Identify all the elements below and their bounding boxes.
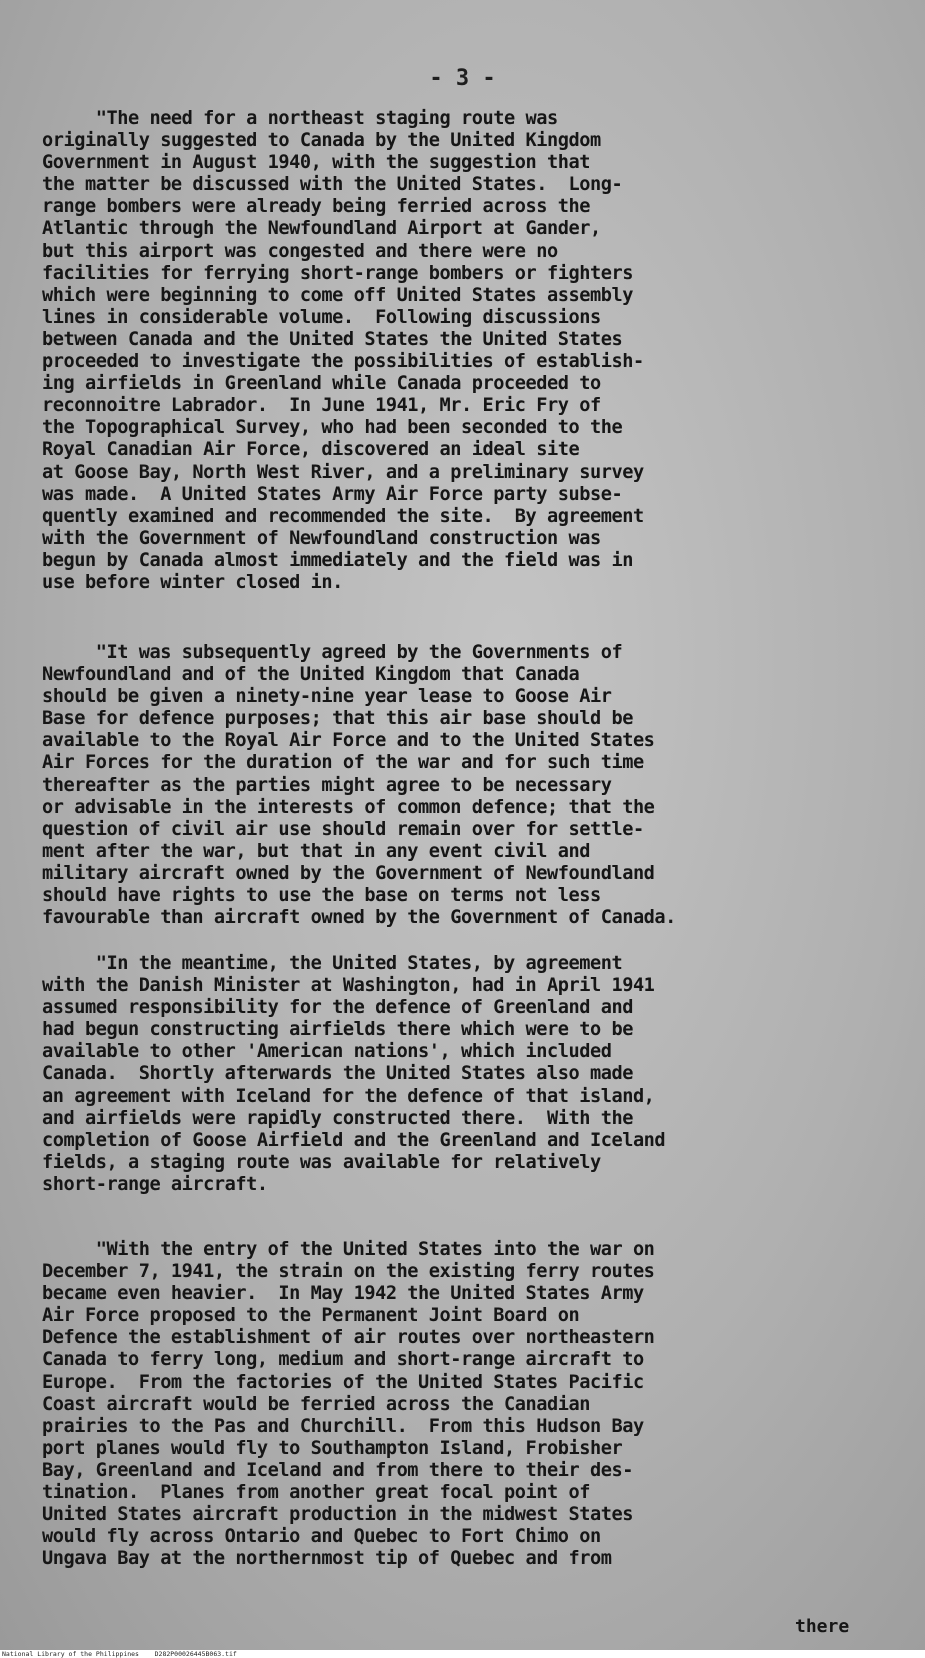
paragraph-goose-air-base-lease: "It was subsequently agreed by the Governments of Newfoundland and of the United Kingdom that Canada should be given a ninety-nine year lease to Goose Air Base for defence purposes; that this air base should be available to the Royal Air Force and to the United States Air Forces for the duration of the war and for such time thereafter as the parties might agree to be necessary or advisable in the interests of common defence; that the question of civil air use should remain over for settle- ment after the war, but that in any event civil and military aircraft owned by the Government of Newfoundland should have rights to use the base on terms not less favourable than aircraft owned by the Government of Canada.: [42, 642, 676, 929]
paragraph-ferry-routes: "With the entry of the United States into the war on December 7, 1941, the strain on the existing ferry routes became even heavier. In May 1942 the United States Army Air Force proposed to the Permanent Joint Board on Defence the establishment of air routes over northeastern Canada to ferry long, medium and short-range aircraft to Europe. From the factories of the United States Pacific Coast aircraft would be ferried across the Canadian prairies to the Pas and Churchill. From this Hudson Bay port planes would fly to Southampton Island, Frobisher Bay, Greenland and Iceland and from there to their des- tination. Planes from another great focal point of United States aircraft production in the midwest States would fly across Ontario and Quebec to Fort Chimo on Ungava Bay at the northernmost tip of Quebec and from: [42, 1239, 655, 1570]
scan-footer: [0, 1650, 925, 1658]
catchword: there: [795, 1616, 850, 1637]
paragraph-greenland-iceland-defence: "In the meantime, the United States, by agreement with the Danish Minister at Washington, had in April 1941 assumed responsibility for the defence of Greenland and had begun constructing airfields there which were to be available to other 'American nations', which included Canada. Shortly afterwards the United States also made an agreement with Iceland for the defence of that island, and airfields were rapidly constructed there. With the completion of Goose Airfield and the Greenland and Iceland fields, a staging route was available for relatively short-range aircraft.: [42, 953, 666, 1195]
page-number: - 3 -: [429, 66, 496, 91]
scan-footer-text: National Library of the Philippines D282P00026445B063.tif: [2, 1650, 237, 1658]
paragraph-northeast-staging-route: "The need for a northeast staging route was originally suggested to Canada by the United Kingdom Government in August 1940, with the suggestion that the matter be discussed with the United States. Long- range bombers were already being ferried across the Atlantic through the Newfoundland Airport at Gander, but this airport was congested and there were no facilities for ferrying short-range bombers or fighters which were beginning to come off United States assembly lines in considerable volume. Following discussions between Canada and the United States the United States proceeded to investigate the possibilities of establish- ing airfields in Greenland while Canada proceeded to reconnoitre Labrador. In June 1941, Mr. Eric Fry of the Topographical Survey, who had been seconded to the Royal Canadian Air Force, discovered an ideal site at Goose Bay, North West River, and a preliminary survey was made. A United States Army Air Force party subse- quently examined and recommended the site. By agreement with the Government of Newfoundland construction was begun by Canada almost immediately and the field was in use before winter closed in.: [42, 108, 644, 593]
